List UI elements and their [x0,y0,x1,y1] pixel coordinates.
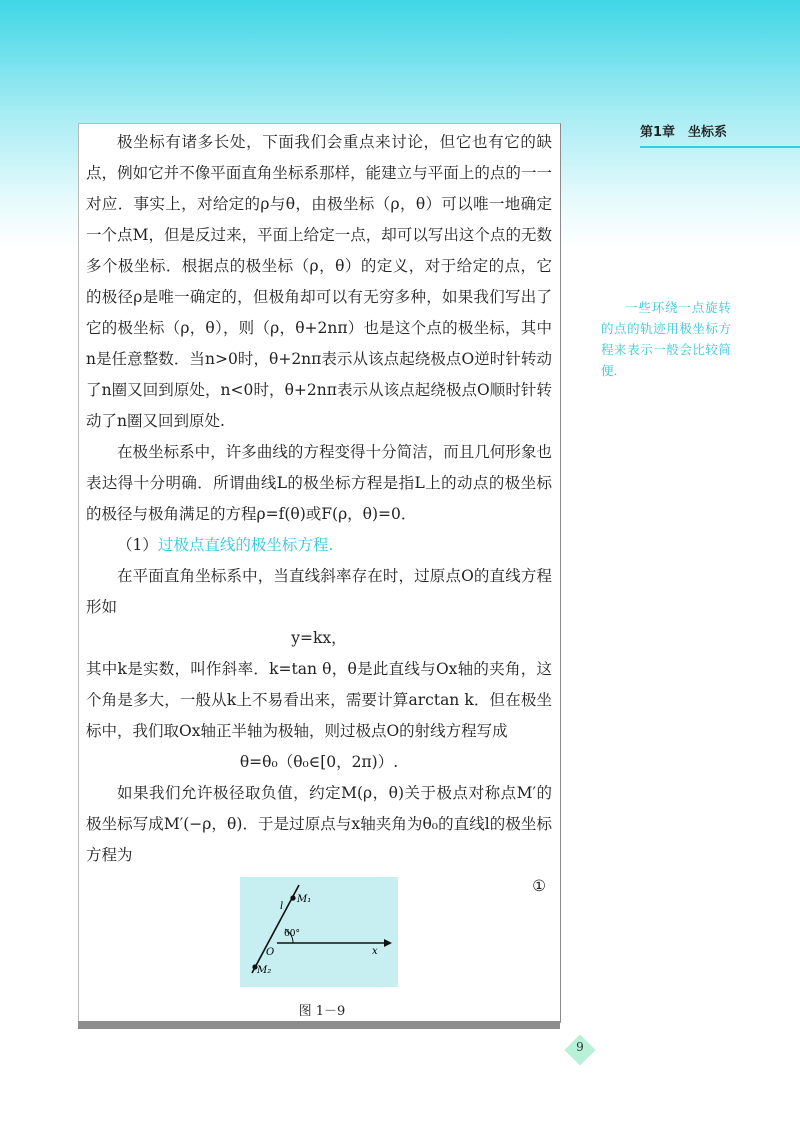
page-number: 9 [576,1040,584,1054]
angle-label: 60° [284,929,300,939]
label-m1: M₁ [297,894,312,905]
header-rule [640,146,800,148]
paragraph-5: 如果我们允许极径取负值，约定M(ρ，θ)关于极点对称点M′的极坐标写成M′(−ρ，θ)．于是过原点与x轴夹角为θ₀的直线l的极坐标方程为 [86,784,552,864]
margin-note: 一些环绕一点旋转的点的轨迹用极坐标方程来表示一般会比较简便. [601,300,731,378]
main-text [86,127,552,902]
equation-2: θ=θ₀（θ₀∈[0，2π)）. [239,753,399,771]
axis-arrow [384,939,392,947]
label-x: x [372,946,378,957]
page-number-badge [566,1036,596,1066]
point-m1 [290,895,295,900]
chapter-title: 第1章 坐标系 [640,125,728,140]
frame-shadow [78,1021,560,1029]
equation-1: y=kx， [291,629,347,647]
figure-1-9 [240,877,398,987]
equation-number: ① [532,877,546,895]
paragraph-2: 在极坐标系中，许多曲线的方程变得十分简洁，而且几何形象也表达得十分明确．所谓曲线L的极坐标方程是指L上的动点的极坐标的极径与极角满足的方程ρ=f(θ)或F(ρ，θ)=0． [86,443,552,523]
paragraph-1: 极坐标有诸多长处，下面我们会重点来讨论，但它也有它的缺点，例如它并不像平面直角坐标系那样，能建立与平面上的点的一一对应．事实上，对给定的ρ与θ，由极坐标（ρ，θ）可以唯一地确定一个点M，但是反过来，平面上给定一点，却可以写出这个点的无数多个极坐标．根据点的极坐标（ρ，θ）的定义，对于给定的点，它的极径ρ是唯一确定的，但极角却可以有无穷多种，如果我们写出了它的极坐标（ρ，θ），则（ρ，θ+2nπ）也是这个点的极坐标，其中n是任意整数．当n>0时，θ+2nπ表示从该点起绕极点O逆时针转动了n圈又回到原处，n<0时，θ+2nπ表示从该点起绕极点O顺时针转动了n圈又回到原处. [86,133,552,430]
label-o: O [266,947,275,958]
label-m2: M₂ [257,965,272,976]
polar-line-diagram [240,877,398,987]
section-number: （1） [117,536,158,554]
section-heading [86,530,552,561]
figure-caption: 图 1－9 [298,1004,346,1019]
label-l: l [280,901,284,912]
section-title: 过极点直线的极坐标方程. [157,536,334,554]
paragraph-4: 其中k是实数，叫作斜率．k=tan θ，θ是此直线与Ox轴的夹角，这个角是多大，一般从k上不易看出来，需要计算arctan k．但在极坐标中，我们取Ox轴正半轴为极轴，则过极点O的射线方程写成 [86,660,552,740]
paragraph-3: 在平面直角坐标系中，当直线斜率存在时，过原点O的直线方程形如 [86,567,552,616]
